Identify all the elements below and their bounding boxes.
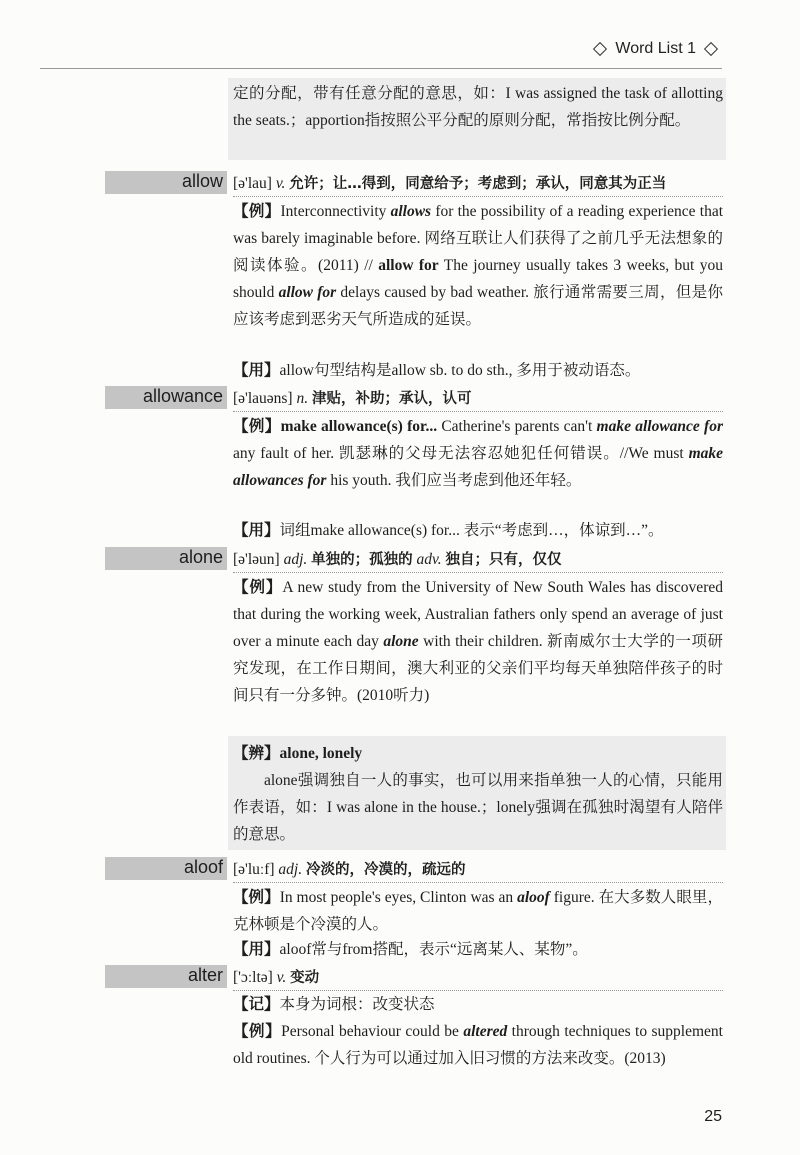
entry-word-allowance: allowance [142, 386, 223, 406]
distinction-text: alone强调独自一人的事实，也可以用来指单独一人的心情，只能用作表语，如：I was alone in the house.；lonely强调在孤独时渴望有人陪伴的意思。 [233, 772, 723, 843]
entry-definition: ['ɔːltə] v. 变动 [233, 969, 320, 986]
header-title: Word List 1 [615, 40, 696, 57]
header-rule [40, 68, 722, 69]
entry-definition: [ə'lau] v. 允许；让…得到，同意给予；考虑到；承认，同意其为正当 [233, 175, 667, 192]
divider [233, 572, 723, 573]
page-number: 25 [704, 1108, 722, 1125]
running-header [591, 40, 720, 58]
example-text: 【例】A new study from the University of New South Wales has discovered that during the working week, Australian fathers only spend an average of just over a minute each day alone with their children. 新南威尔士大学的一项研究发现，在工作日期间，澳大利亚的父亲们平均每天单独陪伴孩子的时间只有一分多钟。(2010听力) [233, 579, 724, 704]
distinction-heading: 【辨】alone, lonely [233, 745, 363, 762]
divider [233, 411, 723, 412]
example-text: 【例】In most people's eyes, Clinton was an aloof figure. 在大多数人眼里，克林顿是个冷漠的人。 [233, 889, 723, 933]
intro-text: 定的分配，带有任意分配的意思，如：I was assigned the task of allotting the seats.；apportion指按照公平分配的原则分配，常指按比例分配。 [233, 85, 723, 129]
example-text: 【例】make allowance(s) for... Catherine's parents can't make allowance for any fault of her. 凯瑟琳的父母无法容忍她犯任何错误。//We must make allowances for his youth. 我们应当考虑到他还年轻。 [233, 418, 723, 489]
diamond-icon [593, 42, 607, 56]
entry-word-alone: alone [178, 547, 223, 567]
entry-word-alter: alter [187, 965, 223, 985]
usage-text: 【用】词组make allowance(s) for... 表示“考虑到…，体谅到…”。 [233, 522, 664, 539]
example-text: 【例】Interconnectivity allows for the possibility of a reading experience that was barely imaginable before. 网络互联让人们获得了之前几乎无法想象的阅读体验。(2011) // allow for The journey usually takes 3 weeks, but you should allow for delays caused by bad weather. 旅行通常需要三周，但是你应该考虑到恶劣天气所造成的延误。 [233, 203, 724, 328]
divider [233, 882, 723, 883]
mnemonic-text: 【记】本身为词根：改变状态 [233, 996, 435, 1013]
entry-word-allow: allow [181, 171, 223, 191]
entry-word-aloof: aloof [183, 857, 223, 877]
usage-text: 【用】aloof常与from搭配，表示“远离某人、某物”。 [233, 941, 588, 958]
diamond-icon [704, 42, 718, 56]
entry-definition: [ə'ləun] adj. 单独的；孤独的 adv. 独自；只有，仅仅 [233, 551, 562, 568]
entry-definition: [ə'lauəns] n. 津贴，补助；承认，认可 [233, 390, 472, 407]
entry-definition: [ə'luːf] adj. 冷淡的，冷漠的，疏远的 [233, 861, 466, 878]
usage-text: 【用】allow句型结构是allow sb. to do sth., 多用于被动语态。 [233, 362, 641, 379]
divider [233, 196, 723, 197]
example-text: 【例】Personal behaviour could be altered through techniques to supplement old routines. 个人行为可以通过加入旧习惯的方法来改变。(2013) [233, 1023, 723, 1067]
